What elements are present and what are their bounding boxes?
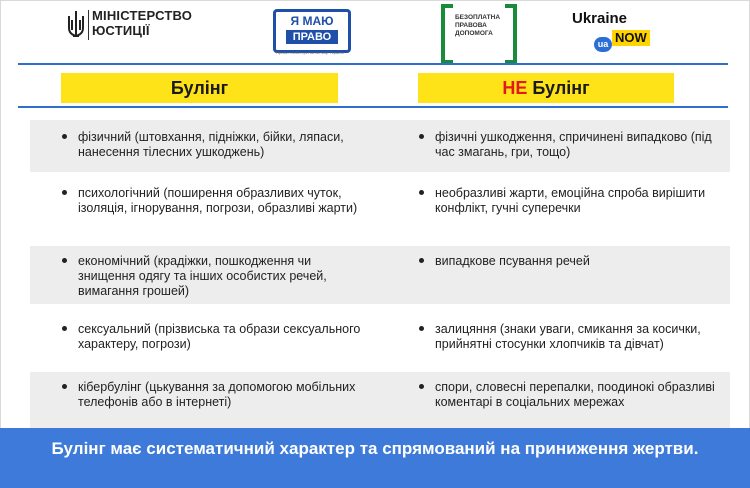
right-badge bbox=[273, 9, 351, 53]
aid-line-3: ДОПОМОГА bbox=[455, 30, 493, 37]
ya-mayu-pravo-logo bbox=[268, 5, 352, 57]
bullying-item: кібербулінг (цькування за допомогою мобільних телефонів або в інтернеті) bbox=[78, 380, 356, 409]
logo-divider bbox=[88, 10, 89, 40]
logo-bar bbox=[0, 0, 750, 64]
not-bullying-item: спори, словесні перепалки, поодинокі образливі коментарі в соціальних мережах bbox=[435, 380, 715, 409]
table-row bbox=[30, 246, 730, 304]
not-bullying-item: фізичні ушкодження, спричинені випадково (під час змагань, гри, тощо) bbox=[435, 130, 712, 159]
bullet-icon bbox=[62, 384, 67, 389]
bullying-item: фізичний (штовхання, підніжки, бійки, ляпаси, нанесення тілесних ушкоджень) bbox=[78, 130, 344, 159]
legal-aid-text bbox=[455, 14, 507, 38]
not-bullying-item: залицяння (знаки уваги, смикання за косички, прийнятні стосунки хлопчиків та дівчат) bbox=[435, 322, 701, 351]
top-divider bbox=[18, 63, 728, 65]
bullet-icon bbox=[62, 190, 67, 195]
footer-statement: Булінг має систематичний характер та спрямований на приниження жертви. bbox=[51, 439, 699, 458]
not-bullying-item: випадкове псування речей bbox=[435, 254, 590, 268]
ministry-of-justice-logo bbox=[66, 8, 206, 44]
aid-line-1: БЕЗОПЛАТНА bbox=[455, 14, 501, 21]
not-bullying-header bbox=[418, 73, 674, 103]
ministry-line-1: МІНІСТЕРСТВО bbox=[92, 8, 193, 23]
negation-word: НЕ bbox=[502, 78, 528, 98]
right-subtitle: Проєкт Міністерства юстиції України bbox=[276, 50, 344, 55]
free-legal-aid-logo bbox=[441, 4, 517, 58]
table-row bbox=[30, 372, 730, 428]
table-row bbox=[30, 120, 730, 172]
trident-icon bbox=[66, 10, 86, 40]
bullying-item: психологічний (поширення образливих чуток, ізоляція, ігнорування, погрози, образливі жарти) bbox=[78, 186, 358, 215]
now-badge: NOW bbox=[612, 30, 650, 46]
bullet-icon bbox=[62, 258, 67, 263]
bullet-icon bbox=[62, 326, 67, 331]
bullet-icon bbox=[419, 384, 424, 389]
ministry-name bbox=[92, 8, 192, 38]
aid-line-2: ПРАВОВА bbox=[455, 22, 487, 29]
header-divider bbox=[18, 106, 728, 108]
bracket-left-icon bbox=[441, 4, 453, 64]
footer-banner bbox=[0, 428, 750, 488]
not-bullying-item: необразливі жарти, емоційна спроба вирішити конфлікт, гучні суперечки bbox=[435, 186, 706, 215]
bullying-item: сексуальний (прізвиська та образи сексуального характеру, погрози) bbox=[78, 322, 361, 351]
bullying-header: Булінг bbox=[61, 73, 338, 103]
ministry-line-2: ЮСТИЦІЇ bbox=[92, 23, 150, 38]
ukraine-word: Ukraine bbox=[572, 10, 628, 27]
bullet-icon bbox=[62, 134, 67, 139]
not-bullying-rest: Булінг bbox=[527, 78, 590, 98]
table-row bbox=[30, 176, 730, 236]
bullet-icon bbox=[419, 258, 424, 263]
bullet-icon bbox=[419, 326, 424, 331]
bullying-item: економічний (крадіжки, пошкодження чи знищення одягу та інших особистих речей, вимагання грошей) bbox=[78, 254, 327, 298]
table-row bbox=[30, 314, 730, 370]
ukraine-now-logo bbox=[570, 10, 670, 56]
right-line-2: ПРАВО bbox=[286, 30, 338, 44]
bullet-icon bbox=[419, 134, 424, 139]
ua-badge: ua bbox=[594, 37, 612, 52]
right-line-1: Я МАЮ bbox=[290, 14, 334, 28]
bullet-icon bbox=[419, 190, 424, 195]
